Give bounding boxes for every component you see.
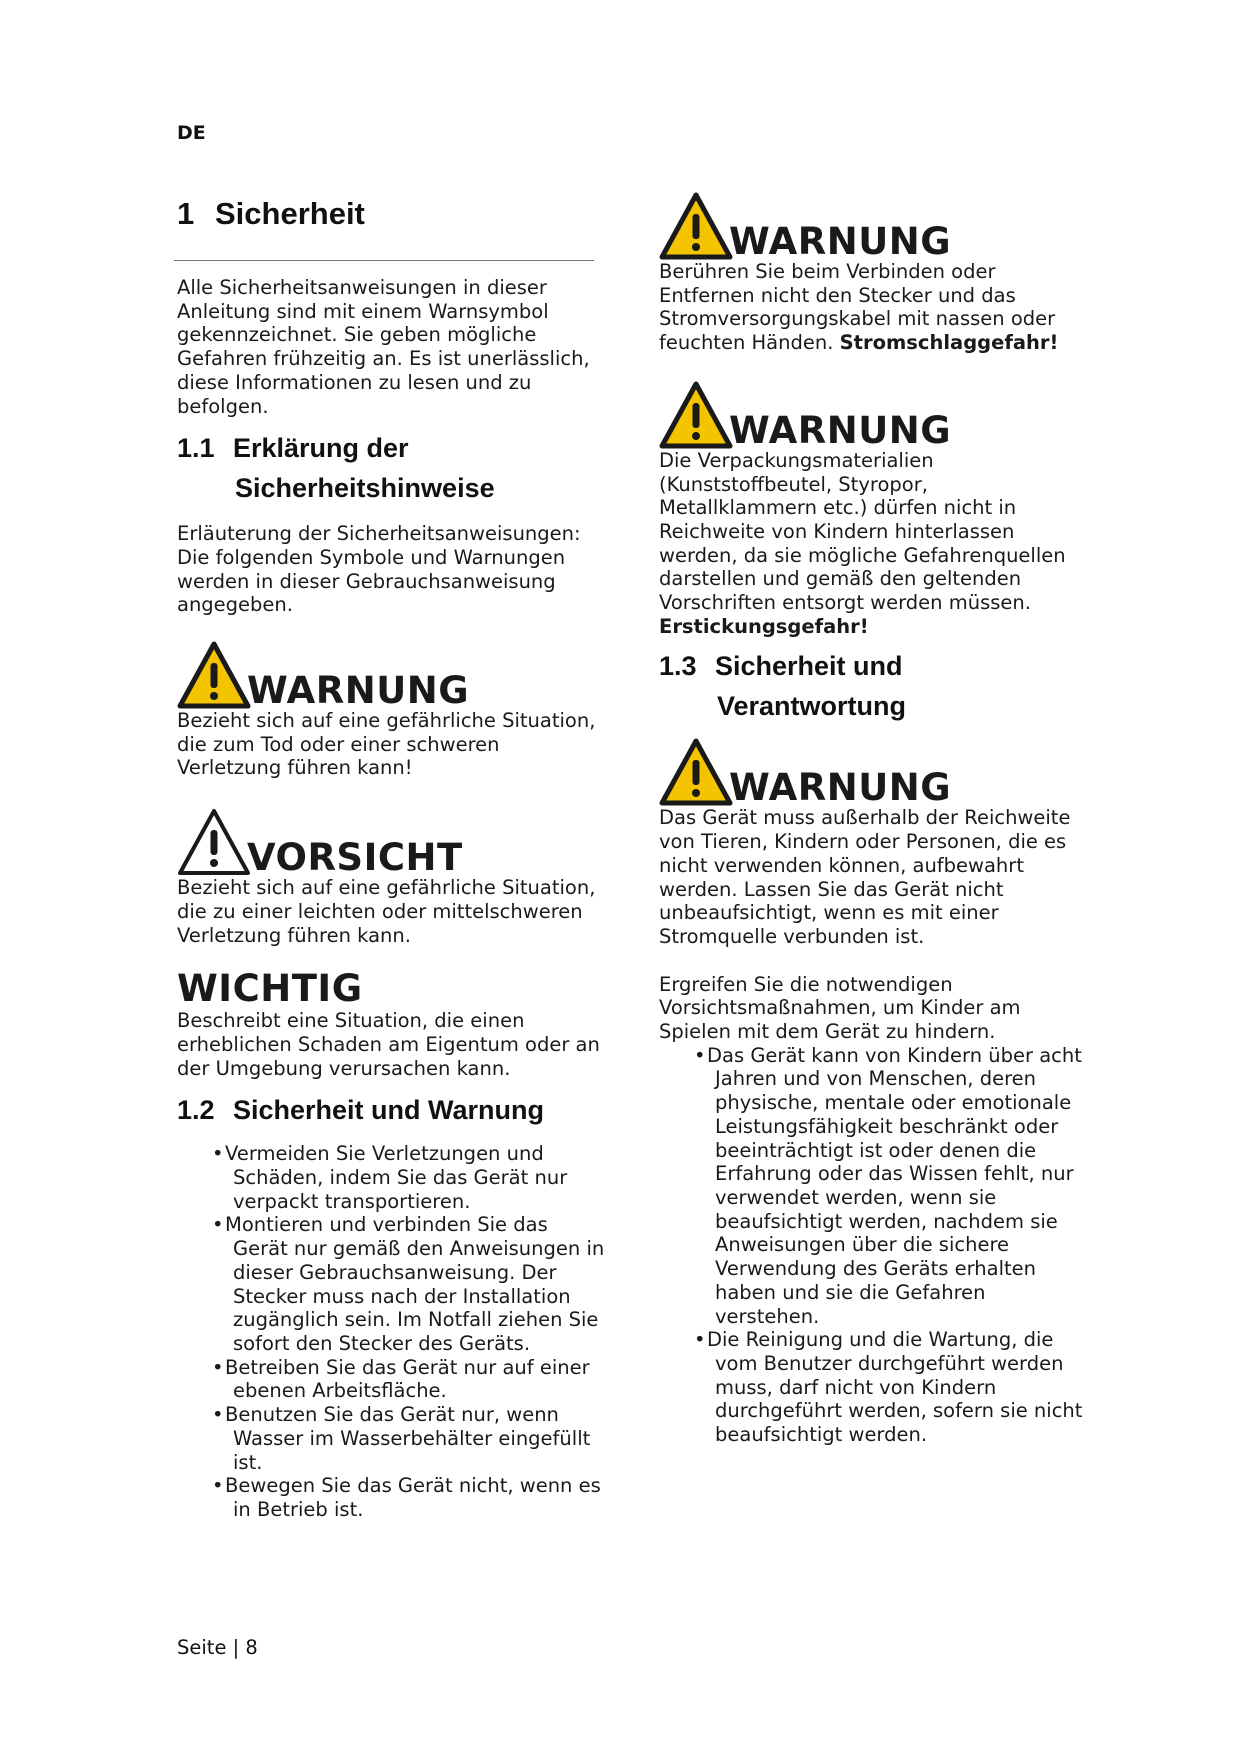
section-number: 1.3 [659,651,697,682]
caution-label: VORSICHT [247,836,463,880]
list-item: • Die Reinigung und die Wartung, die vom Benutzer durchgeführt werden muss, darf nicht von Kindern durchgeführt werden, sofern sie nicht beaufsichtigt werden. [659,1328,1089,1447]
caution-notice [177,802,607,880]
heading-divider [174,260,594,261]
list-item: • Das Gerät kann von Kindern über acht Jahren und von Menschen, deren physische, mentale oder emotionale Leistungsfähigkeit beschränkt oder beeinträchtigt ist oder denen die Erfahrung oder das Wissen fehlt, nur verwendet werden, wenn sie beaufsichtigt werden, nachdem sie Anweisungen über die sichere Verwendung des Geräts erhalten haben und sie die Gefahren verstehen. [659,1044,1089,1328]
warning-label: WARNUNG [247,669,470,713]
warning-label: WARNUNG [729,408,952,452]
warning-notice [659,375,1089,452]
important-label: WICHTIG [177,967,363,1011]
section-1-1-intro: Erläuterung der Sicherheitsanweisungen: Die folgenden Symbole und Warnungen werden in dieser Gebrauchsanweisung angegeben. [177,522,581,617]
section-1-1-heading [177,428,607,508]
warning-notice [659,732,1089,810]
precaution-paragraph: Ergreifen Sie die notwendigen Vorsichtsmaßnahmen, um Kinder am Spielen mit dem Gerät zu hindern. [659,972,1021,1044]
warning-text: Das Gerät muss außerhalb der Reichweite von Tieren, Kindern oder Personen, die es nicht verwenden können, aufbewahrt werden. Lassen Sie das Gerät nicht unbeaufsichtigt, wenn es mit einer Stromquelle verbunden ist. [659,806,1071,948]
warning-triangle-icon [659,381,733,449]
left-column [177,276,607,1522]
list-item: • Bewegen Sie das Gerät nicht, wenn es in Betrieb ist. [177,1474,607,1521]
section-1-3-heading [659,646,1089,726]
warning-body: Berühren Sie beim Verbinden oder Entfernen nicht den Stecker und das Stromversorgungskabel mit nassen oder feuchten Händen. [659,260,1056,355]
language-label: DE [177,122,206,144]
warning-text: Bezieht sich auf eine gefährliche Situation, die zum Tod oder einer schweren Verletzung führen kann! [177,709,596,780]
list-item: • Montieren und verbinden Sie das Gerät nur gemäß den Anweisungen in dieser Gebrauchsanweisung. Der Stecker muss nach der Installation zugänglich sein. Im Notfall ziehen Sie sofort den Stecker des Geräts. [177,1213,607,1355]
section-number: 1 [177,196,195,231]
warning-triangle-icon [659,192,733,260]
section-title-line2: Sicherheitshinweise [235,473,495,504]
section-1-heading [177,196,365,232]
important-text: Beschreibt eine Situation, die einen erheblichen Schaden am Eigentum oder an der Umgebung verursachen kann. [177,1009,600,1080]
caution-triangle-icon [177,808,251,876]
warning-text [659,260,1089,355]
section-number: 1.1 [177,433,215,464]
section-title-line1: Erklärung der [233,433,409,464]
page-number: 8 [245,1636,258,1659]
caution-text: Bezieht sich auf eine gefährliche Situation, die zu einer leichten oder mittelschweren Verletzung führen kann. [177,876,596,947]
section-number: 1.2 [177,1095,215,1126]
warning-label: WARNUNG [729,766,952,810]
warning-triangle-icon [659,738,733,806]
children-bullet-list [659,1044,1089,1447]
list-item: • Betreiben Sie das Gerät nur auf einer ebenen Arbeitsfläche. [177,1356,607,1403]
right-column [659,186,1089,1447]
warning-body: Die Verpackungsmaterialien (Kunststoffbeutel, Styropor, Metallklammern etc.) dürfen nicht in Reichweite von Kindern hinterlassen werden, da sie mögliche Gefahrenquellen darstellen und gemäß den geltenden Vorschriften entsorgt werden müssen. [659,448,1066,615]
page-footer [177,1636,258,1659]
warning-triangle-icon [177,641,251,709]
section-title: Sicherheit [215,196,365,231]
warning-emphasis: Stromschlaggefahr! [839,331,1059,355]
warning-emphasis: Erstickungsgefahr! [659,614,869,638]
warning-label: WARNUNG [729,220,952,263]
section-title-line2: Verantwortung [717,691,907,722]
warning-notice [659,186,1089,263]
page-label: Seite [177,1636,227,1659]
list-item: • Benutzen Sie das Gerät nur, wenn Wasser im Wasserbehälter eingefüllt ist. [177,1403,607,1474]
list-item: • Vermeiden Sie Verletzungen und Schäden, indem Sie das Gerät nur verpackt transportieren. [177,1142,607,1213]
warning-notice [177,635,607,713]
footer-separator: | [232,1636,240,1659]
section-1-intro: Alle Sicherheitsanweisungen in dieser Anleitung sind mit einem Warnsymbol gekennzeichnet. Sie geben mögliche Gefahren frühzeitig an. Es ist unerlässlich, diese Informationen zu lesen und zu befolgen. [177,276,590,418]
warning-text [659,449,1089,639]
section-1-2-heading [177,1090,607,1130]
section-title: Sicherheit und Warnung [233,1095,545,1126]
safety-bullet-list [177,1142,607,1521]
section-title-line1: Sicherheit und [715,651,903,682]
